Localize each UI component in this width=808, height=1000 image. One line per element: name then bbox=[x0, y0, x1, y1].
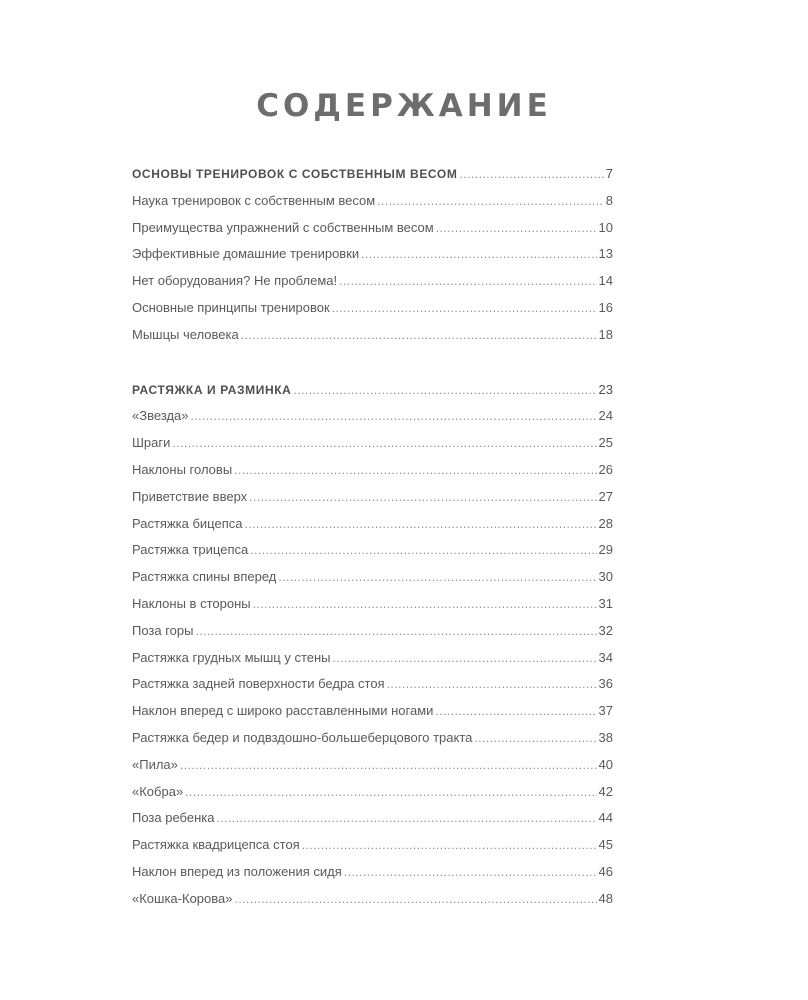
dot-leader bbox=[436, 221, 597, 235]
toc-entry[interactable] bbox=[132, 220, 613, 247]
table-of-contents bbox=[132, 166, 613, 918]
toc-page-number: 31 bbox=[598, 595, 613, 611]
toc-entry-label: Растяжка спины вперед bbox=[132, 569, 277, 585]
toc-page-number: 48 bbox=[598, 890, 613, 906]
toc-entry[interactable] bbox=[132, 676, 613, 703]
toc-entry-label: Преимущества упражнений с собственным весом bbox=[132, 219, 434, 235]
dot-leader bbox=[234, 463, 596, 477]
toc-entry-label: Наука тренировок с собственным весом bbox=[132, 192, 376, 208]
dot-leader bbox=[249, 490, 596, 504]
toc-entry[interactable] bbox=[132, 730, 613, 757]
toc-entry[interactable] bbox=[132, 408, 613, 435]
toc-entry-label: Наклоны в стороны bbox=[132, 595, 251, 611]
toc-page-number: 38 bbox=[598, 729, 613, 745]
toc-entry-label: «Звезда» bbox=[132, 408, 189, 424]
toc-page-number: 34 bbox=[598, 649, 613, 665]
toc-entry[interactable] bbox=[132, 623, 613, 650]
dot-leader bbox=[172, 436, 596, 450]
toc-page-number: 8 bbox=[605, 192, 613, 208]
toc-entry-label: Наклон вперед с широко расставленными ногами bbox=[132, 703, 434, 719]
dot-leader bbox=[253, 597, 597, 611]
toc-entry[interactable] bbox=[132, 542, 613, 569]
toc-entry-label: «Кошка-Корова» bbox=[132, 890, 233, 906]
page-title: СОДЕРЖАНИЕ bbox=[256, 88, 552, 124]
dot-leader bbox=[333, 651, 597, 665]
dot-leader bbox=[459, 167, 603, 181]
toc-entry-label: «Кобра» bbox=[132, 783, 184, 799]
toc-page-number: 26 bbox=[598, 461, 613, 477]
toc-page-number: 30 bbox=[598, 569, 613, 585]
toc-entry[interactable] bbox=[132, 891, 613, 918]
toc-entry-label: Нет оборудования? Не проблема! bbox=[132, 273, 338, 289]
toc-page-number: 42 bbox=[598, 783, 613, 799]
toc-entry[interactable] bbox=[132, 569, 613, 596]
dot-leader bbox=[244, 517, 596, 531]
toc-entry-label: Шраги bbox=[132, 435, 171, 451]
toc-entry-label: Растяжка бедер и подвздошно-большеберцового тракта bbox=[132, 729, 473, 745]
toc-entry-label: Наклоны головы bbox=[132, 461, 233, 477]
dot-leader bbox=[361, 247, 596, 261]
dot-leader bbox=[216, 811, 596, 825]
toc-page-number: 25 bbox=[598, 435, 613, 451]
toc-section-stretching bbox=[132, 382, 613, 918]
toc-entry[interactable] bbox=[132, 489, 613, 516]
toc-page-number: 16 bbox=[598, 299, 613, 315]
toc-entry[interactable] bbox=[132, 784, 613, 811]
toc-page-number: 29 bbox=[598, 542, 613, 558]
toc-entry-label: Приветствие вверх bbox=[132, 488, 248, 504]
dot-leader bbox=[241, 328, 597, 342]
toc-entry[interactable] bbox=[132, 327, 613, 354]
toc-entry[interactable] bbox=[132, 273, 613, 300]
toc-heading-label: РАСТЯЖКА И РАЗМИНКА bbox=[132, 382, 292, 397]
toc-entry[interactable] bbox=[132, 837, 613, 864]
dot-leader bbox=[250, 543, 596, 557]
toc-page-number: 45 bbox=[598, 837, 613, 853]
toc-entry-label: Растяжка задней поверхности бедра стоя bbox=[132, 676, 385, 692]
toc-entry-label: «Пила» bbox=[132, 756, 178, 772]
toc-entry-label: Поза горы bbox=[132, 622, 194, 638]
toc-section-basics bbox=[132, 166, 613, 354]
toc-page-number: 28 bbox=[598, 515, 613, 531]
toc-page-number: 44 bbox=[598, 810, 613, 826]
toc-page-number: 40 bbox=[598, 756, 613, 772]
toc-entry-label: Растяжка трицепса bbox=[132, 542, 249, 558]
toc-section-heading[interactable] bbox=[132, 382, 613, 409]
toc-entry-label: Основные принципы тренировок bbox=[132, 299, 330, 315]
toc-entry-label: Растяжка грудных мышц у стены bbox=[132, 649, 331, 665]
toc-page-number: 13 bbox=[598, 246, 613, 262]
toc-entry-label: Поза ребенка bbox=[132, 810, 215, 826]
dot-leader bbox=[185, 785, 596, 799]
toc-page-number: 14 bbox=[598, 273, 613, 289]
dot-leader bbox=[196, 624, 597, 638]
dot-leader bbox=[332, 301, 597, 315]
toc-entry[interactable] bbox=[132, 435, 613, 462]
toc-page-number: 7 bbox=[605, 166, 613, 181]
dot-leader bbox=[387, 677, 597, 691]
toc-entry[interactable] bbox=[132, 300, 613, 327]
toc-page-number: 46 bbox=[598, 863, 613, 879]
dot-leader bbox=[339, 274, 596, 288]
toc-entry-label: Эффективные домашние тренировки bbox=[132, 246, 360, 262]
toc-section-heading[interactable] bbox=[132, 166, 613, 193]
toc-page-number: 24 bbox=[598, 408, 613, 424]
toc-entry[interactable] bbox=[132, 810, 613, 837]
dot-leader bbox=[435, 704, 596, 718]
dot-leader bbox=[180, 758, 597, 772]
toc-entry[interactable] bbox=[132, 864, 613, 891]
toc-page-number: 36 bbox=[598, 676, 613, 692]
toc-entry-label: Растяжка квадрицепса стоя bbox=[132, 837, 300, 853]
toc-entry[interactable] bbox=[132, 650, 613, 677]
toc-page-number: 32 bbox=[598, 622, 613, 638]
toc-entry[interactable] bbox=[132, 703, 613, 730]
dot-leader bbox=[474, 731, 596, 745]
toc-page-number: 18 bbox=[598, 326, 613, 342]
toc-entry[interactable] bbox=[132, 596, 613, 623]
dot-leader bbox=[377, 194, 604, 208]
toc-entry-label: Наклон вперед из положения сидя bbox=[132, 863, 342, 879]
dot-leader bbox=[293, 383, 596, 397]
toc-entry[interactable] bbox=[132, 193, 613, 220]
toc-entry[interactable] bbox=[132, 516, 613, 543]
dot-leader bbox=[234, 892, 596, 906]
toc-page-number: 27 bbox=[598, 488, 613, 504]
dot-leader bbox=[302, 838, 597, 852]
toc-page-number: 10 bbox=[598, 219, 613, 235]
toc-entry[interactable] bbox=[132, 246, 613, 273]
toc-heading-label: ОСНОВЫ ТРЕНИРОВОК С СОБСТВЕННЫМ ВЕСОМ bbox=[132, 167, 458, 181]
toc-page-number: 37 bbox=[598, 703, 613, 719]
toc-entry-label: Мышцы человека bbox=[132, 326, 239, 342]
dot-leader bbox=[344, 865, 597, 879]
dot-leader bbox=[278, 570, 596, 584]
toc-page-number: 23 bbox=[598, 381, 613, 397]
toc-entry-label: Растяжка бицепса bbox=[132, 515, 243, 531]
toc-entry[interactable] bbox=[132, 462, 613, 489]
dot-leader bbox=[191, 409, 597, 423]
toc-entry[interactable] bbox=[132, 757, 613, 784]
